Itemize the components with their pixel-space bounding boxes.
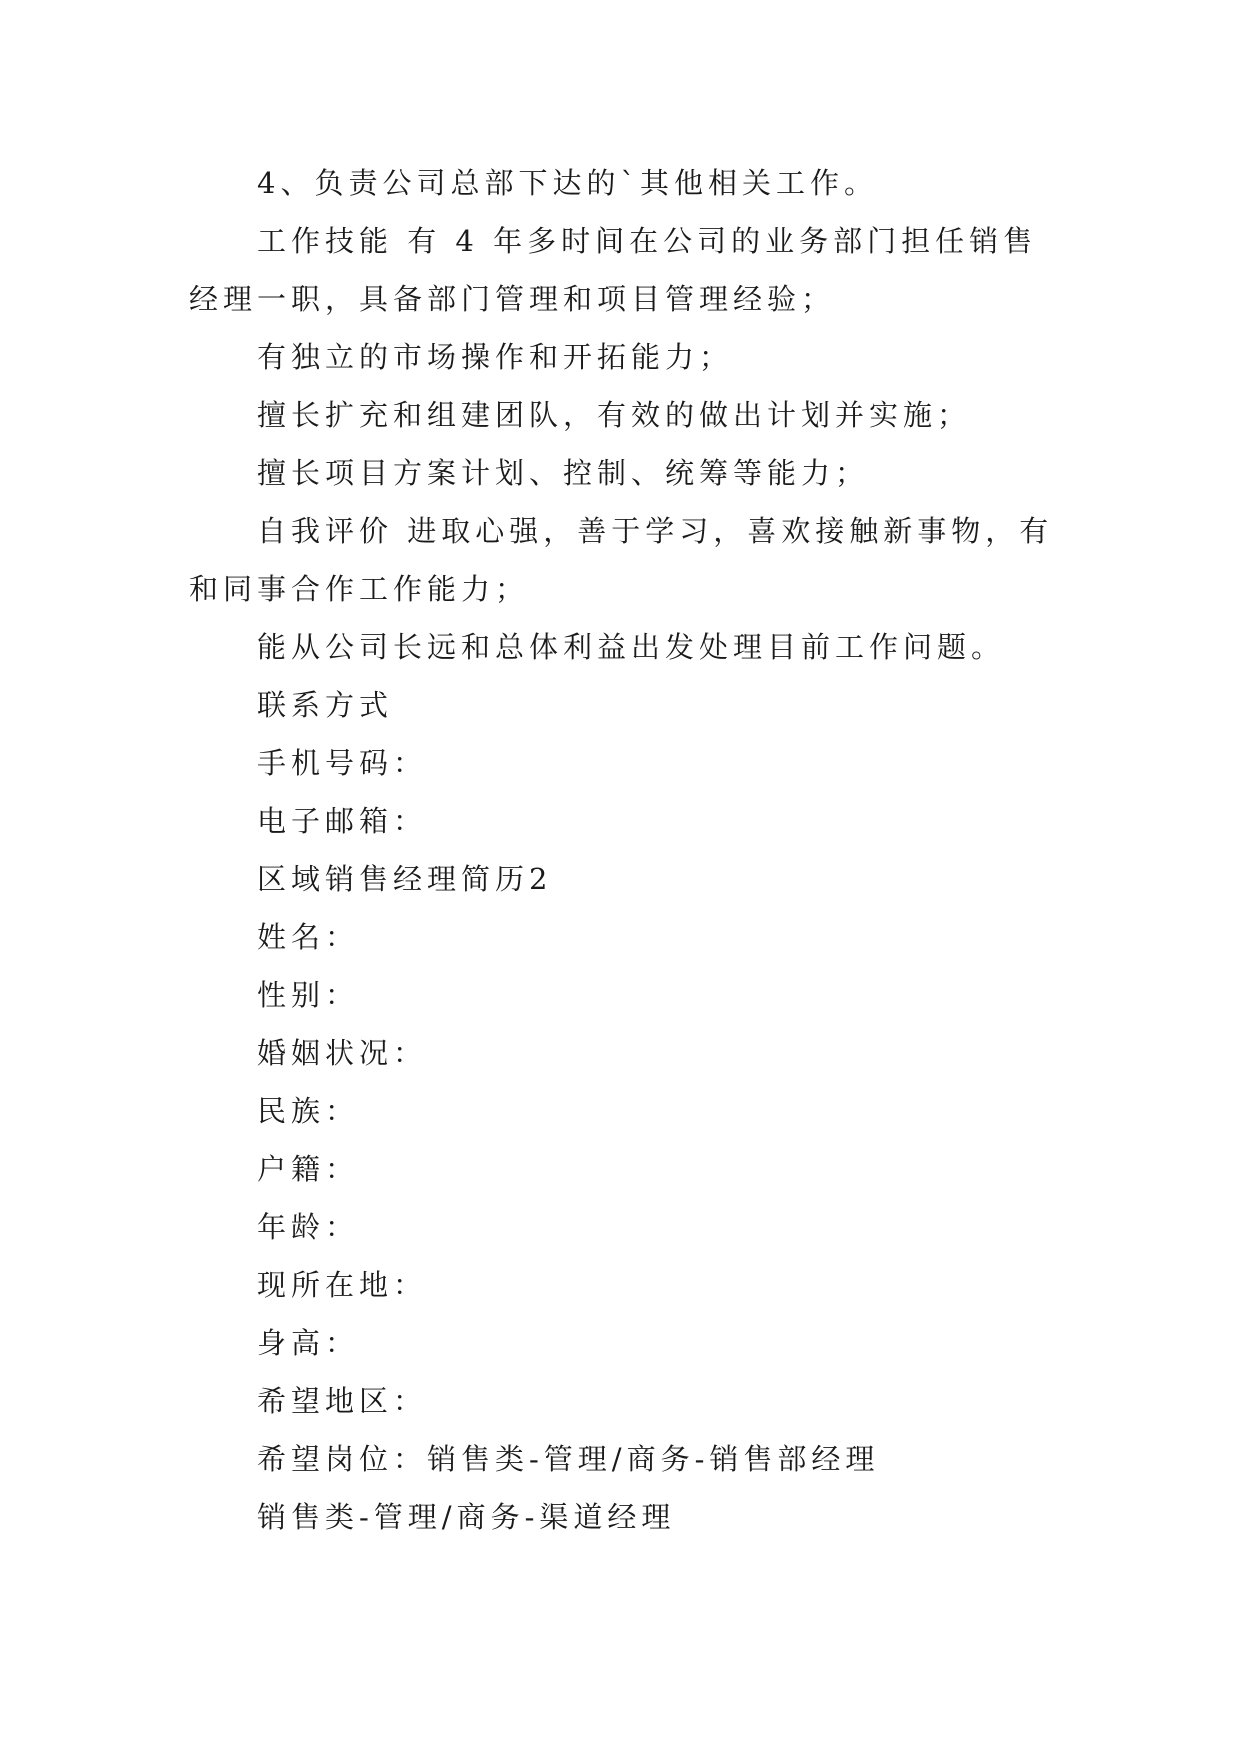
field-gender: 性别： [257,978,360,1012]
field-email: 电子邮箱： [257,804,428,838]
field-ethnicity: 民族： [257,1094,360,1128]
field-height: 身高： [257,1326,360,1360]
field-age: 年龄： [257,1210,360,1244]
document-body [189,154,1057,1546]
field-current-location: 现所在地： [257,1268,428,1302]
section-heading-contact: 联系方式 [257,688,394,722]
paragraph-duty-4: 4、负责公司总部下达的`其他相关工作。 [257,166,878,200]
field-name: 姓名： [257,920,360,954]
paragraph-team-building: 擅长扩充和组建团队，有效的做出计划并实施； [257,398,972,432]
paragraph-market-ability: 有独立的市场操作和开拓能力； [257,340,734,374]
field-desired-position-2: 销售类-管理/商务-渠道经理 [257,1500,676,1534]
field-mobile-number: 手机号码： [257,746,428,780]
field-desired-position: 希望岗位：销售类-管理/商务-销售部经理 [257,1442,880,1476]
resume-title-2: 区域销售经理简历2 [257,862,553,896]
field-desired-region: 希望地区： [257,1384,428,1418]
paragraph-company-interest: 能从公司长远和总体利益出发处理目前工作问题。 [257,630,1006,664]
paragraph-work-skills: 工作技能 有 4 年多时间在公司的业务部门担任销售经理一职，具备部门管理和项目管理经验； [189,224,1038,316]
field-household-registration: 户籍： [257,1152,360,1186]
paragraph-self-evaluation: 自我评价 进取心强，善于学习，喜欢接触新事物，有和同事合作工作能力； [189,514,1054,606]
field-marital-status: 婚姻状况： [257,1036,428,1070]
paragraph-project-planning: 擅长项目方案计划、控制、统筹等能力； [257,456,870,490]
